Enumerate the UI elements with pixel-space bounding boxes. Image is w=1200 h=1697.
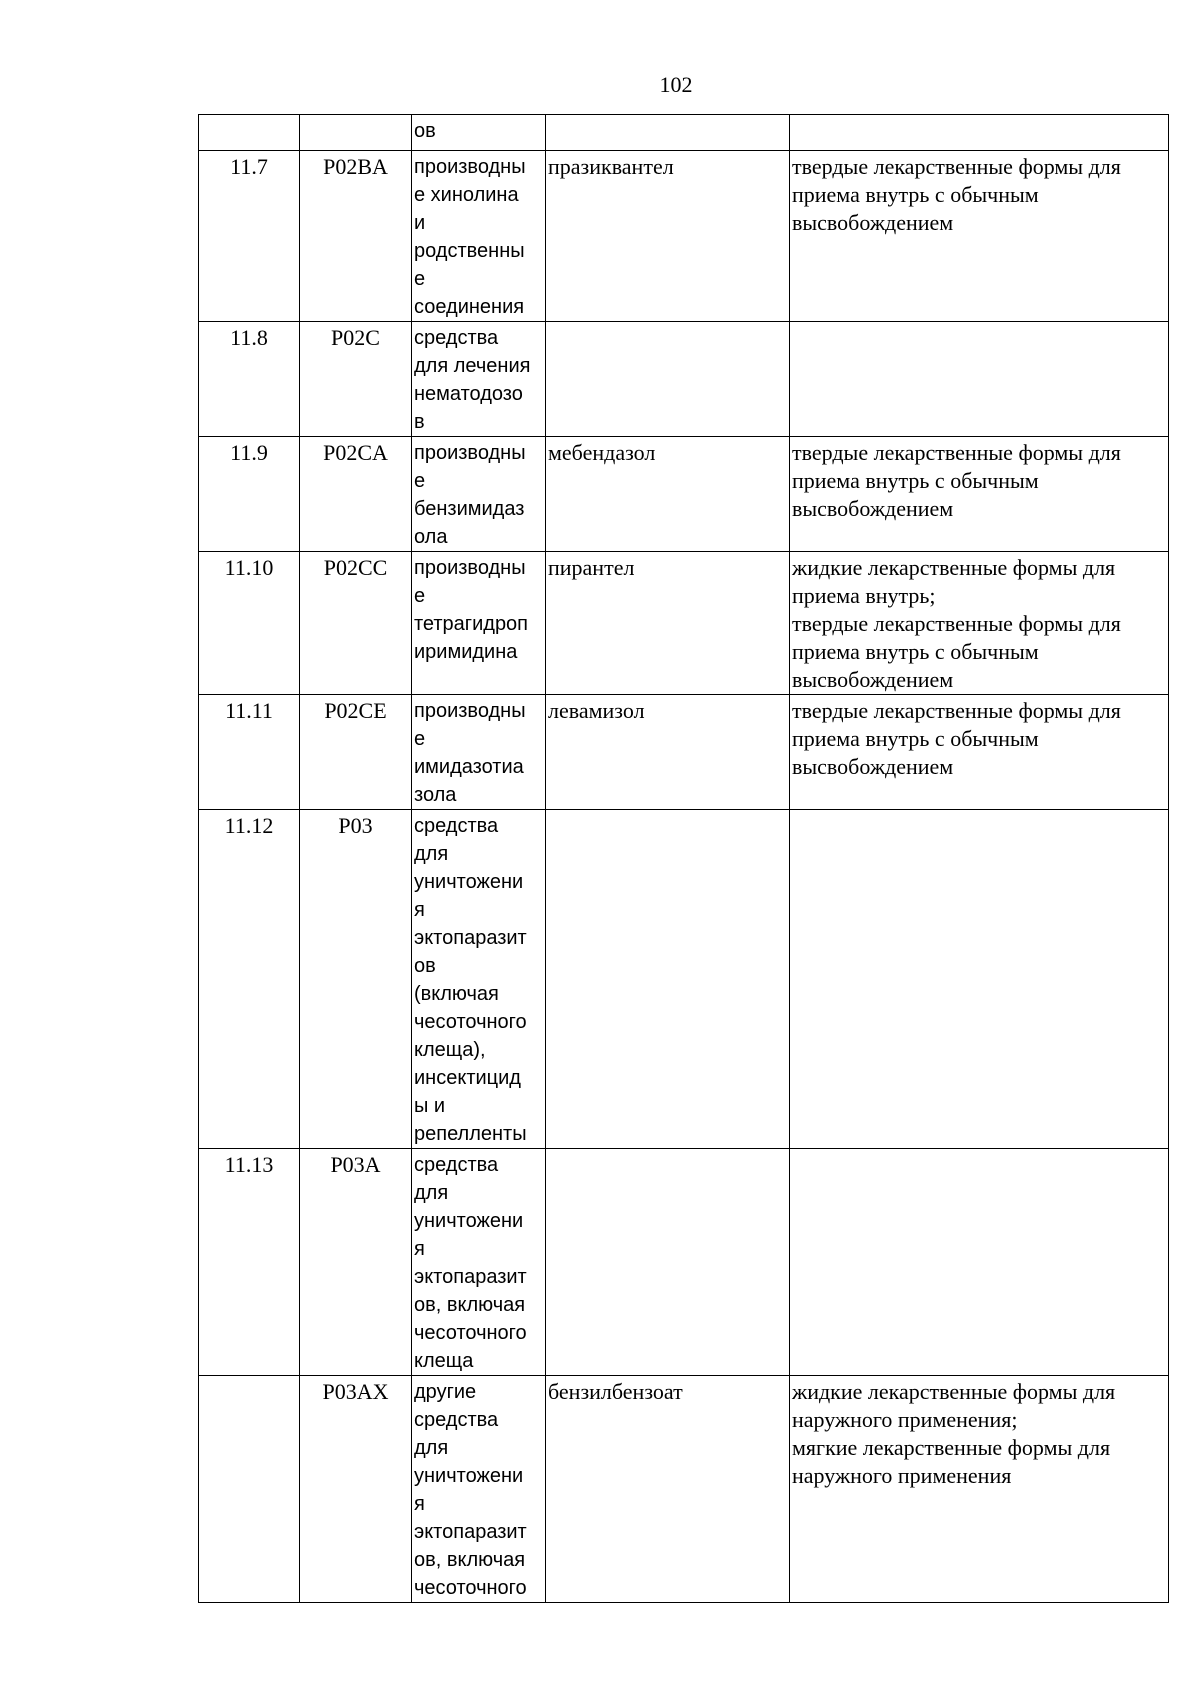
row-number: [199, 115, 300, 151]
dosage-form: твердые лекарственные формы для приема внутрь с обычным высвобождением: [790, 151, 1169, 322]
drug-name: [546, 115, 790, 151]
group-name: производны е тетрагидроп иримидина: [412, 552, 546, 695]
drug-name: празиквантел: [546, 151, 790, 322]
group-name: средства для уничтожени я эктопаразит ов (включая чесоточного клеща), инсектицид ы и репелленты: [412, 810, 546, 1149]
drug-name: [546, 810, 790, 1149]
atc-code: P03: [300, 810, 412, 1149]
row-number: 11.11: [199, 695, 300, 810]
group-name: производны е имидазотиа зола: [412, 695, 546, 810]
row-number: 11.12: [199, 810, 300, 1149]
row-number: 11.9: [199, 437, 300, 552]
row-number: 11.8: [199, 322, 300, 437]
dosage-form: жидкие лекарственные формы для наружного применения; мягкие лекарственные формы для наружного применения: [790, 1376, 1169, 1603]
page-number: 102: [659, 72, 693, 97]
medication-table: [198, 114, 1169, 1603]
dosage-form: жидкие лекарственные формы для приема внутрь; твердые лекарственные формы для приема внутрь с обычным высвобождением: [790, 552, 1169, 695]
dosage-form: [790, 115, 1169, 151]
row-number: 11.10: [199, 552, 300, 695]
drug-name: мебендазол: [546, 437, 790, 552]
group-name: средства для уничтожени я эктопаразит ов, включая чесоточного клеща: [412, 1149, 546, 1376]
dosage-form: [790, 322, 1169, 437]
drug-name: [546, 322, 790, 437]
table-row: [199, 695, 1169, 810]
table-row: [199, 115, 1169, 151]
atc-code: P02CC: [300, 552, 412, 695]
group-name: другие средства для уничтожени я эктопаразит ов, включая чесоточного: [412, 1376, 546, 1603]
drug-name: [546, 1149, 790, 1376]
group-name: средства для лечения нематодозо в: [412, 322, 546, 437]
drug-name: левамизол: [546, 695, 790, 810]
atc-code: P02BA: [300, 151, 412, 322]
dosage-form: твердые лекарственные формы для приема внутрь с обычным высвобождением: [790, 437, 1169, 552]
atc-code: [300, 115, 412, 151]
dosage-form: твердые лекарственные формы для приема внутрь с обычным высвобождением: [790, 695, 1169, 810]
table-row: [199, 151, 1169, 322]
table-row: [199, 322, 1169, 437]
dosage-form: [790, 1149, 1169, 1376]
table-row: [199, 1376, 1169, 1603]
row-number: 11.13: [199, 1149, 300, 1376]
atc-code: P03A: [300, 1149, 412, 1376]
drug-name: бензилбензоат: [546, 1376, 790, 1603]
row-number: 11.7: [199, 151, 300, 322]
drug-name: пирантел: [546, 552, 790, 695]
group-name: ов: [412, 115, 546, 151]
table-row: [199, 810, 1169, 1149]
group-name: производны е хинолина и родственны е соединения: [412, 151, 546, 322]
table-row: [199, 552, 1169, 695]
group-name: производны е бензимидаз ола: [412, 437, 546, 552]
atc-code: P02CE: [300, 695, 412, 810]
atc-code: P02CA: [300, 437, 412, 552]
table-row: [199, 1149, 1169, 1376]
atc-code: P02C: [300, 322, 412, 437]
dosage-form: [790, 810, 1169, 1149]
row-number: [199, 1376, 300, 1603]
atc-code: P03AX: [300, 1376, 412, 1603]
table-row: [199, 437, 1169, 552]
